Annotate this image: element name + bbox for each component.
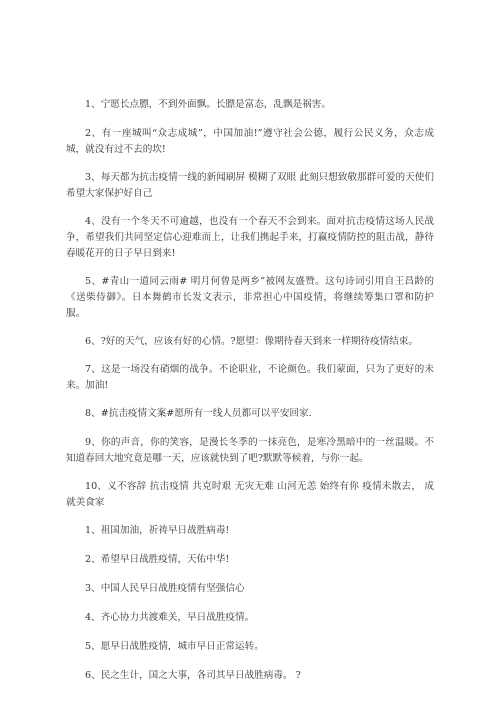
paragraph: 3、每天都为抗击疫情一线的新闻刷屏 模糊了双眼 此刻只想致敬那群可爱的天使们 希望大家保护好自己 [66,172,434,199]
paragraph: 2、希望早日战胜疫情，天佑中华! [85,554,230,565]
paragraph: 6、?好的天气，应该有好的心情。?愿望：像期待春天到来一样期待疫情结束。 [85,336,418,347]
paragraph: 5、愿早日战胜疫情，城市早日正常运转。 [85,641,264,652]
paragraph: 8、#抗击疫情文案#愿所有一线人员都可以平安回家. [85,408,312,419]
paragraph: 1、宁愿长点膘，不到外面飘。长膘是富态，乱飘是祸害。 [85,99,331,110]
paragraph: 1、祖国加油，祈祷早日战胜病毒! [85,525,230,536]
paragraph: 3、中国人民早日战胜疫情有坚强信心 [85,583,245,594]
paragraph: 5、#青山一道同云雨# 明月何曾是两乡”被网友盛赞。这句诗词引用自王昌龄的《送柴侍御》。日本舞鹤市长发文表示，非常担心中国疫情，将继续筹集口罩和防护服。 [66,276,434,319]
paragraph: 4、齐心协力共渡难关，早日战胜疫情。 [85,612,255,623]
paragraph: 10、义不容辞 抗击疫情 共克时艰 无灾无难 山河无恙 始终有你 疫情未散去， 成就美食家 [66,481,434,508]
paragraph: 9、你的声音，你的笑容，是漫长冬季的一抹亮色，是寒冷黑暗中的一丝温暖。不知道春回大地究竟是哪一天，应该就快到了吧?默默等候着，与你一起。 [66,437,434,464]
paragraph: 2、有一座城叫“众志成城”，中国加油!”遵守社会公德，履行公民义务，众志成城，就没有过不去的坎! [66,128,434,155]
paragraph: 6、民之生计，国之大事，各司其早日战胜病毒。 ? [85,670,301,681]
document-page [66,97,434,697]
paragraph: 4、没有一个冬天不可逾越，也没有一个春天不会到来。面对抗击疫情这场人民战争，希望我们共同坚定信心迎难而上，让我们携起手来，打赢疫情防控的阻击战，静待春暖花开的日子早日到来! [66,216,434,259]
paragraph: 7、这是一场没有硝烟的战争。不论职业，不论颜色。我们蒙面，只为了更好的未来。加油! [66,364,434,391]
